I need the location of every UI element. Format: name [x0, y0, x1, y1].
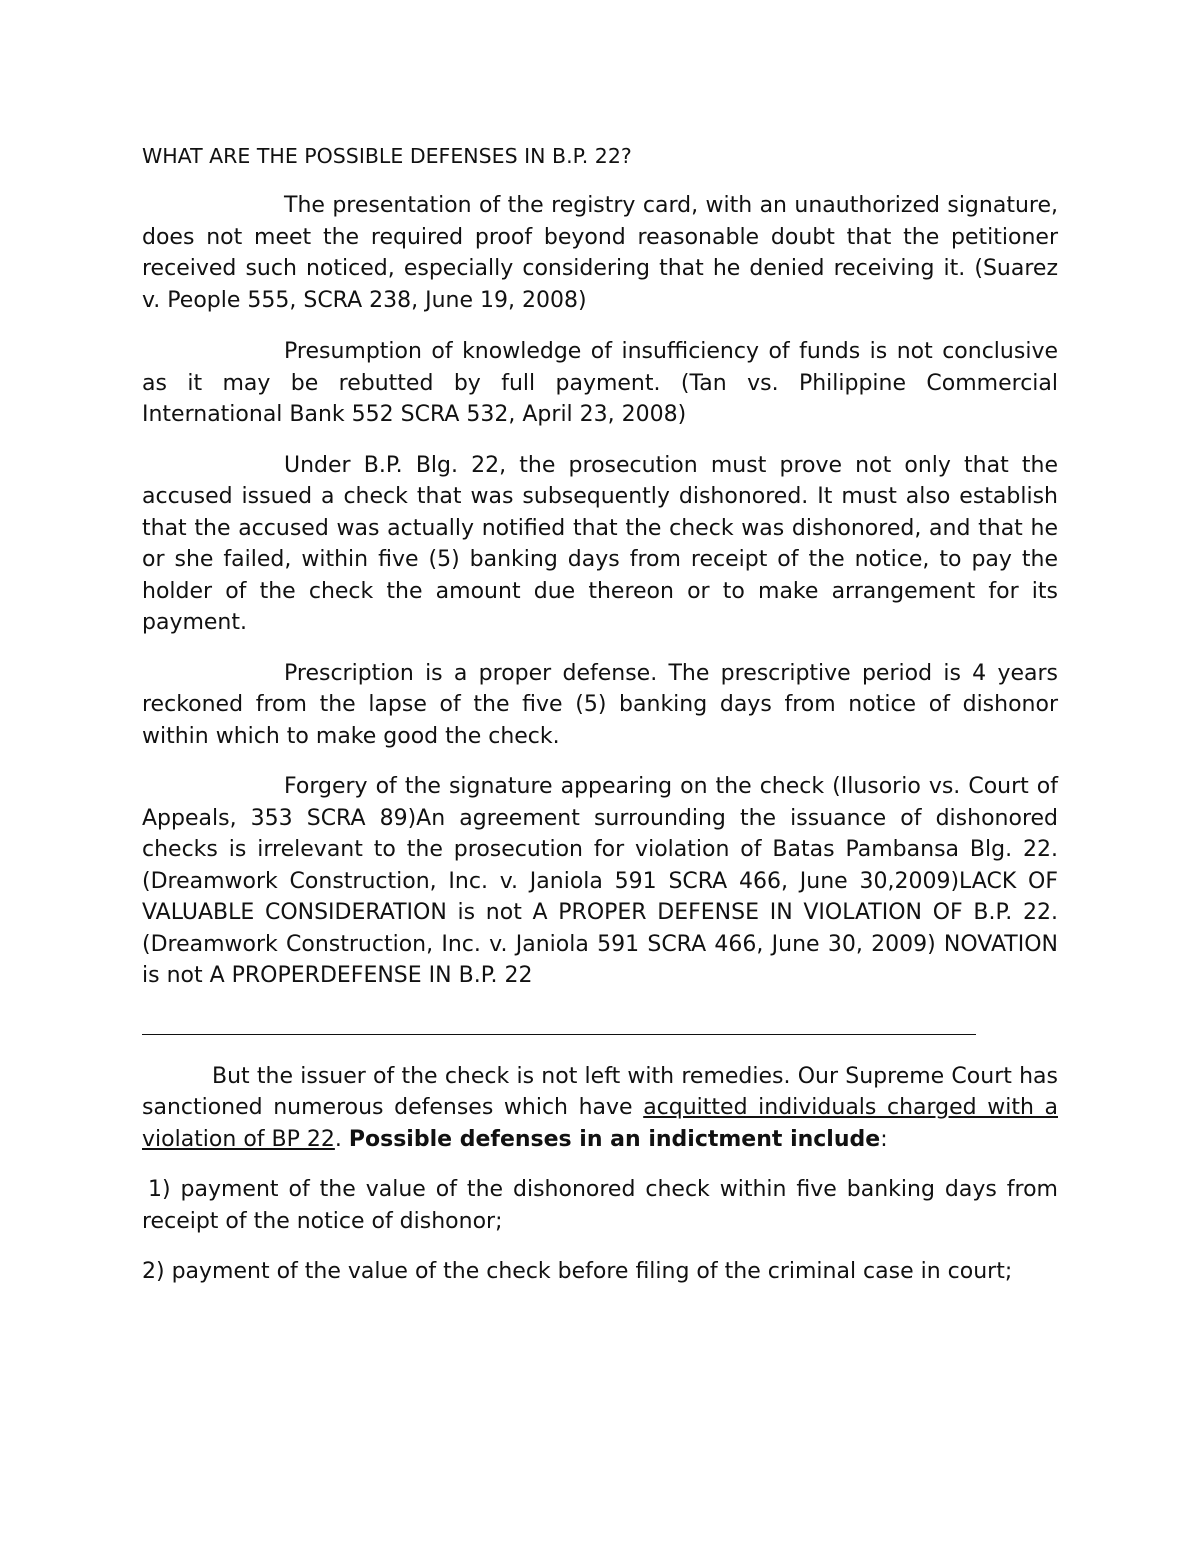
remedies-intro: But the issuer of the check is not left with remedies. Our Supreme Court has sanctioned numerous defenses which have — [142, 1063, 1058, 1120]
list-item: 2) payment of the value of the check before filing of the criminal case in court; — [142, 1259, 1013, 1284]
paragraph-forgery: Forgery of the signature appearing on the check (Ilusorio vs. Court of Appeals, 353 SCRA 89)An agreement surrounding the issuance of dishonored checks is irrelevant to the prosecution for violation of Batas Pambansa Blg. 22. (Dreamwork Construction, Inc. v. Janiola 591 SCRA 466, June 30,2009)LACK OF VALUABLE CONSIDERATION is not A PROPER DEFENSE IN VIOLATION OF B.P. 22.(Dreamwork Construction, Inc. v. Janiola 591 SCRA 466, June 30, 2009) NOVATION is not A PROPERDEFENSE IN B.P. 22 — [142, 774, 1058, 988]
document-page — [142, 140, 1058, 1288]
document-title: WHAT ARE THE POSSIBLE DEFENSES IN B.P. 22? — [142, 144, 632, 168]
possible-defenses-bold: Possible defenses in an indictment include — [348, 1126, 881, 1152]
paragraph-prescription: Prescription is a proper defense. The prescriptive period is 4 years reckoned from the lapse of the five (5) banking days from notice of dishonor within which to make good the check. — [142, 660, 1058, 749]
paragraph-registry-card: The presentation of the registry card, with an unauthorized signature, does not meet the required proof beyond reasonable doubt that the petitioner received such noticed, especially considering that he denied receiving it. (Suarez v. People 555, SCRA 238, June 19, 2008) — [142, 193, 1058, 313]
remedies-after-link: . — [334, 1126, 349, 1152]
horizontal-divider — [142, 1034, 976, 1035]
paragraph-remedies — [142, 1061, 1058, 1156]
acquitted-individuals-link[interactable]: acquitted individuals charged with a violation of BP 22 — [142, 1095, 1058, 1152]
remedies-colon: : — [880, 1126, 888, 1152]
paragraph-presumption: Presumption of knowledge of insufficiency of funds is not conclusive as it may be rebutted by full payment. (Tan vs. Philippine Commercial International Bank 552 SCRA 532, April 23, 2008) — [142, 339, 1058, 427]
list-item: 1) payment of the value of the dishonored check within five banking days from receipt of the notice of dishonor; — [142, 1177, 1058, 1234]
paragraph-prosecution-must-prove: Under B.P. Blg. 22, the prosecution must prove not only that the accused issued a check that was subsequently dishonored. It must also establish that the accused was actually notified that the check was dishonored, and that he or she failed, within five (5) banking days from receipt of the notice, to pay the holder of the check the amount due thereon or to make arrangement for its payment. — [142, 452, 1058, 635]
